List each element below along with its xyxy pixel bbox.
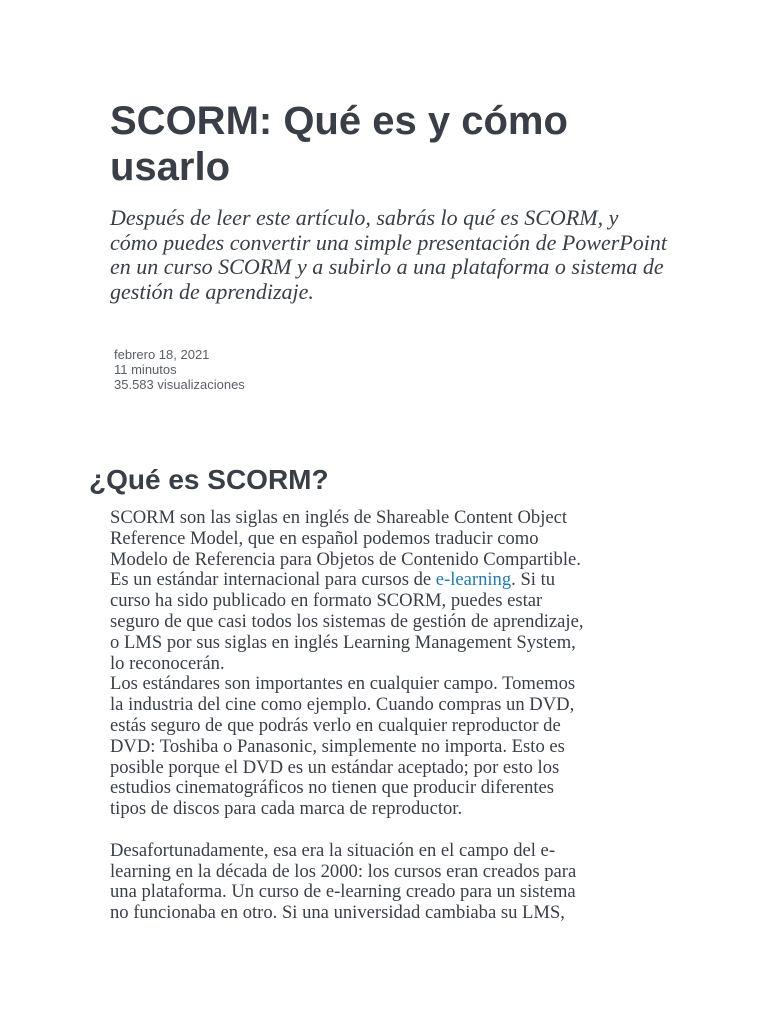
section-heading: ¿Qué es SCORM? xyxy=(89,464,329,495)
text-line: estás seguro de que podrás verlo en cualquier reproductor de xyxy=(110,714,561,736)
text-line: DVD: Toshiba o Panasonic, simplemente no importa. Esto es xyxy=(110,735,565,757)
text-line: una plataforma. Un curso de e-learning creado para un sistema xyxy=(110,881,576,903)
paragraph-2 xyxy=(110,674,670,820)
text-line: seguro de que casi todos los sistemas de gestión de aprendizaje, xyxy=(110,610,584,632)
text-line: SCORM son las siglas en inglés de Shareable Content Object xyxy=(110,507,568,528)
text-fragment: . Si tu xyxy=(511,569,556,591)
article-title: SCORM: Qué es y cómo usarlo xyxy=(110,99,568,189)
text-line-with-link xyxy=(110,570,670,591)
text-line: la industria del cine como ejemplo. Cuando compras un DVD, xyxy=(110,694,575,716)
text-fragment: Es un estándar internacional para cursos de xyxy=(110,569,436,591)
text-line: estudios cinematográficos no tienen que producir diferentes xyxy=(110,777,555,799)
paragraph-3 xyxy=(110,841,670,924)
paragraph-gap xyxy=(110,820,670,841)
view-count: 35.583 visualizaciones xyxy=(114,377,245,392)
text-line: learning en la década de los 2000: los cursos eran creados para xyxy=(110,860,577,882)
article-subtitle: Después de leer este artículo, sabrás lo qué es SCORM, y cómo puedes convertir una simple presentación de PowerPoint en un curso SCORM y a subirlo a una plataforma o sistema de gestión de aprendizaje. xyxy=(110,205,668,304)
article-meta xyxy=(114,347,245,392)
text-line: Desafortunadamente, esa era la situación en el campo del e- xyxy=(110,839,556,861)
text-line: Los estándares son importantes en cualquier campo. Tomemos xyxy=(110,673,576,695)
text-line: no funcionaba en otro. Si una universidad cambiaba su LMS, xyxy=(110,902,565,924)
text-line: Modelo de Referencia para Objetos de Contenido Compartible. xyxy=(110,548,581,570)
text-line: lo reconocerán. xyxy=(110,652,225,674)
text-line: o LMS por sus siglas en inglés Learning Management System, xyxy=(110,631,576,653)
publish-date: febrero 18, 2021 xyxy=(114,347,210,362)
text-line: Reference Model, que en español podemos traducir como xyxy=(110,527,539,549)
read-time: 11 minutos xyxy=(114,362,177,377)
section-body xyxy=(110,508,670,924)
text-line: tipos de discos para cada marca de reproductor. xyxy=(110,798,463,820)
text-line: curso ha sido publicado en formato SCORM, puedes estar xyxy=(110,590,543,612)
paragraph-1 xyxy=(110,508,670,674)
e-learning-link[interactable]: e-learning xyxy=(435,569,512,591)
text-line: posible porque el DVD es un estándar aceptado; por esto los xyxy=(110,756,560,778)
